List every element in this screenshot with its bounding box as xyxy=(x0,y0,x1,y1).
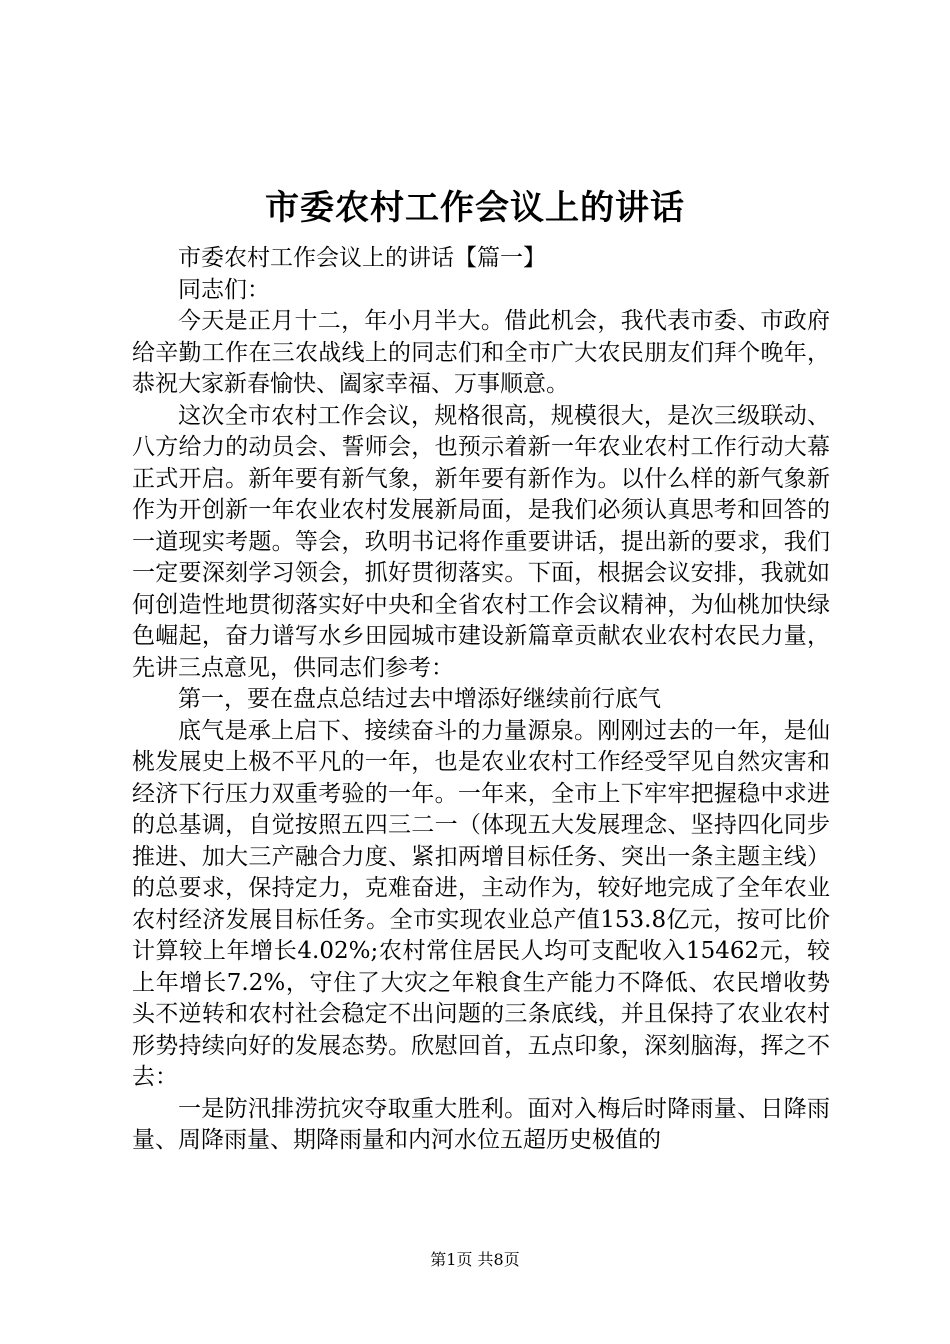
paragraph: 今天是正月十二，年小月半大。借此机会，我代表市委、市政府给辛勤工作在三农战线上的同志们和全市广大农民朋友们拜个晚年，恭祝大家新春愉快、阖家幸福、万事顺意。 xyxy=(132,308,830,397)
paragraph: 底气是承上启下、接续奋斗的力量源泉。刚刚过去的一年，是仙桃发展史上极不平凡的一年，也是农业农村工作经受罕见自然灾害和经济下行压力双重考验的一年。一年来，全市上下牢牢把握稳中求进的总基调，自觉按照五四三二一（体现五大发展理念、坚持四化同步推进、加大三产融合力度、紧扣两增目标任务、突出一条主题主线）的总要求，保持定力，克难奋进，主动作为，较好地完成了全年农业农村经济发展目标任务。全市实现农业总产值153.8亿元，按可比价计算较上年增长4.02%;农村常住居民人均可支配收入15462元，较上年增长7.2%，守住了大灾之年粮食生产能力不降低、农民增收势头不逆转和农村社会稳定不出问题的三条底线，并且保持了农业农村形势持续向好的发展态势。欣慰回首，五点印象，深刻脑海，挥之不去： xyxy=(132,717,830,1090)
paragraph-salutation: 同志们： xyxy=(178,276,270,303)
document-title: 市委农村工作会议上的讲话 xyxy=(265,188,685,228)
section-heading: 第一，要在盘点总结过去中增添好继续前行底气 xyxy=(178,686,661,712)
paragraph-heading: 市委农村工作会议上的讲话【篇一】 xyxy=(178,245,546,271)
document-body xyxy=(132,243,830,1157)
paragraph: 这次全市农村工作会议，规格很高，规模很大，是次三级联动、八方给力的动员会、誓师会，也预示着新一年农业农村工作行动大幕正式开启。新年要有新气象，新年要有新作为。以什么样的新气象新作为开创新一年农业农村发展新局面，是我们必须认真思考和回答的一道现实考题。等会，玖明书记将作重要讲话，提出新的要求，我们一定要深刻学习领会，抓好贯彻落实。下面，根据会议安排，我就如何创造性地贯彻落实好中央和全省农村工作会议精神，为仙桃加快绿色崛起，奋力谱写水乡田园城市建设新篇章贡献农业农村农民力量，先讲三点意见，供同志们参考： xyxy=(132,402,830,681)
paragraph: 一是防汛排涝抗灾夺取重大胜利。面对入梅后时降雨量、日降雨量、周降雨量、期降雨量和内河水位五超历史极值的 xyxy=(132,1095,830,1153)
page-footer: 第1页 共8页 xyxy=(430,1250,520,1269)
